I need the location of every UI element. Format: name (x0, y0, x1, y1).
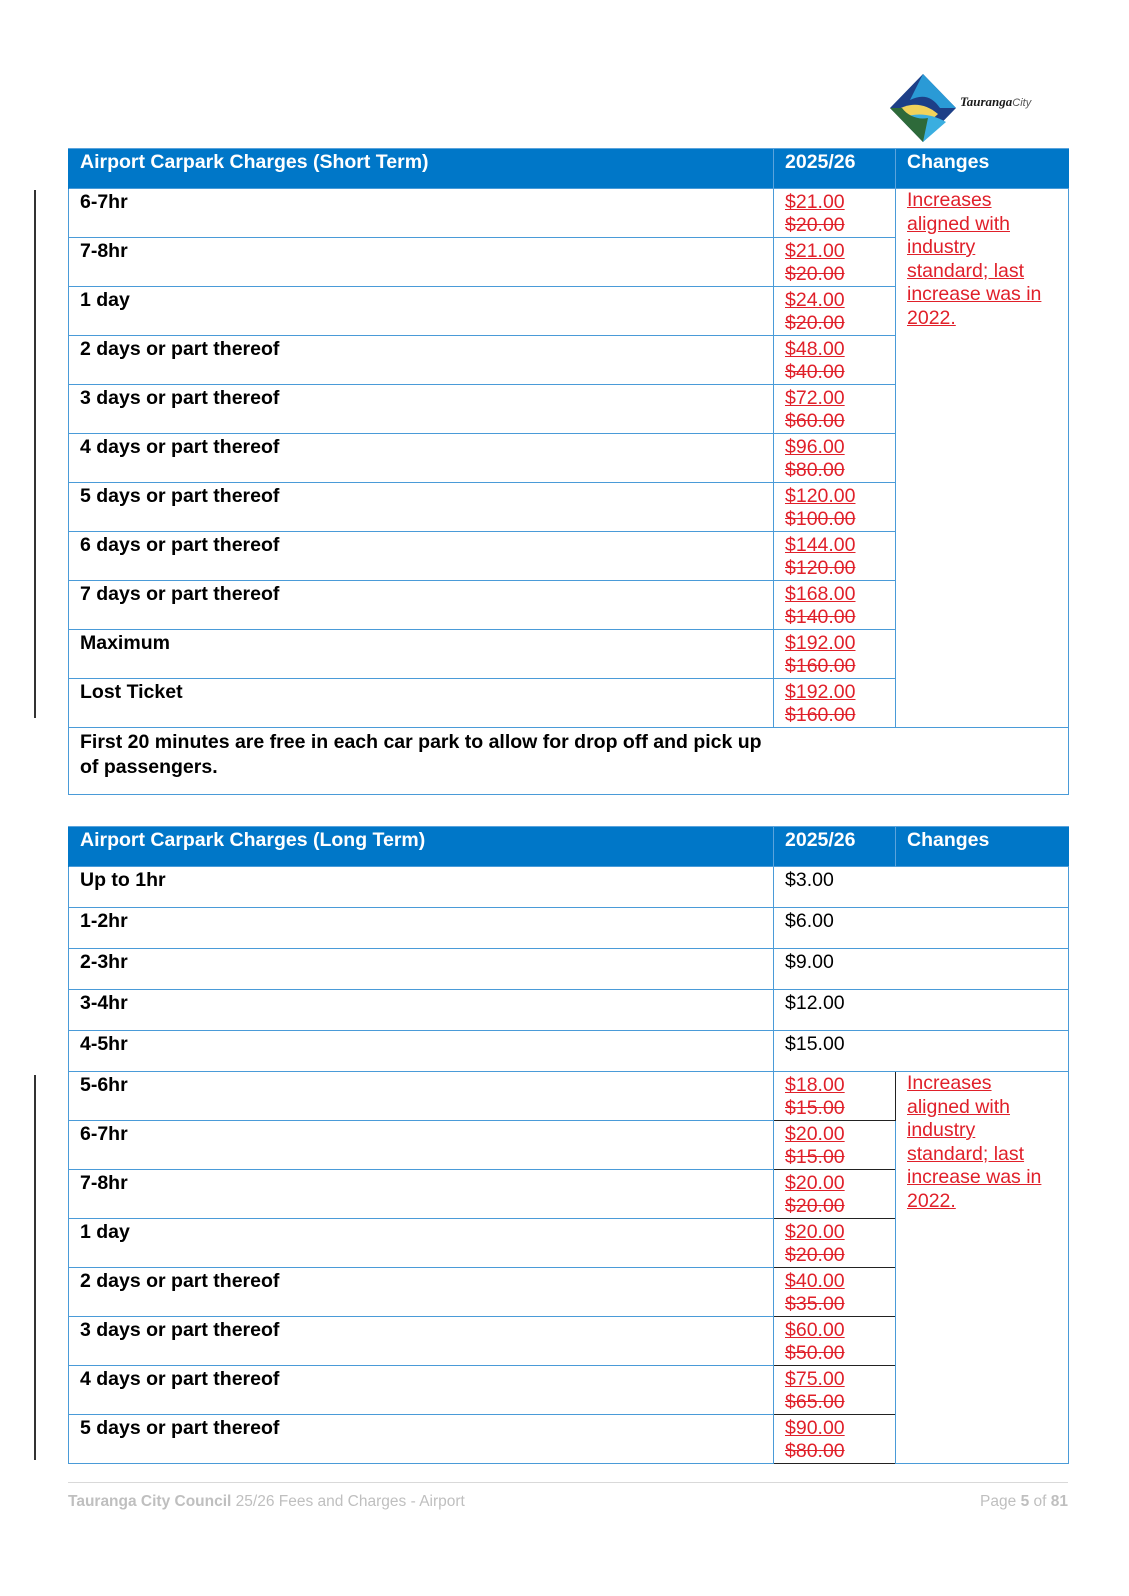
row-label: 7-8hr (69, 238, 774, 287)
old-price: $50.00 (785, 1342, 845, 1364)
table-row (69, 908, 1069, 949)
row-amount (774, 189, 896, 238)
row-amount (774, 679, 896, 728)
old-price: $20.00 (785, 1244, 845, 1266)
free-minutes-note: First 20 minutes are free in each car park to allow for drop off and pick up of passengers. (69, 728, 1069, 795)
new-price: $168.00 (785, 583, 856, 605)
row-label: 3-4hr (69, 990, 774, 1031)
row-amount: $6.00 (774, 908, 1069, 949)
header-year: 2025/26 (774, 149, 896, 189)
new-price: $75.00 (785, 1368, 845, 1390)
row-amount (774, 238, 896, 287)
header-title: Airport Carpark Charges (Long Term) (69, 827, 774, 867)
row-label: 2 days or part thereof (69, 1268, 774, 1317)
new-price: $21.00 (785, 191, 845, 213)
row-label: Maximum (69, 630, 774, 679)
table-row (69, 189, 1069, 238)
row-label: 6-7hr (69, 1121, 774, 1170)
row-amount (774, 1415, 896, 1464)
new-price: $120.00 (785, 485, 856, 507)
old-price: $140.00 (785, 606, 856, 628)
row-label: 1 day (69, 287, 774, 336)
table-row (69, 949, 1069, 990)
new-price: $144.00 (785, 534, 856, 556)
old-price: $65.00 (785, 1391, 845, 1413)
table-row (69, 867, 1069, 908)
new-price: $20.00 (785, 1221, 845, 1243)
new-price: $18.00 (785, 1074, 845, 1096)
row-label: 1 day (69, 1219, 774, 1268)
row-amount (774, 1170, 896, 1219)
row-amount (774, 483, 896, 532)
row-amount (774, 581, 896, 630)
row-label: 3 days or part thereof (69, 1317, 774, 1366)
note-row (69, 728, 1069, 795)
table-row (69, 990, 1069, 1031)
changes-cell (896, 1072, 1069, 1464)
row-label: Up to 1hr (69, 867, 774, 908)
old-price: $20.00 (785, 263, 845, 285)
row-label: 4 days or part thereof (69, 1366, 774, 1415)
row-amount (774, 1268, 896, 1317)
row-amount (774, 1366, 896, 1415)
header-title: Airport Carpark Charges (Short Term) (69, 149, 774, 189)
old-price: $100.00 (785, 508, 856, 530)
new-price: $72.00 (785, 387, 845, 409)
table-header-row (69, 827, 1069, 867)
row-amount: $9.00 (774, 949, 1069, 990)
new-price: $20.00 (785, 1172, 845, 1194)
header-year: 2025/26 (774, 827, 896, 867)
old-price: $40.00 (785, 361, 845, 383)
logo-mark-icon (888, 72, 958, 146)
tauranga-city-logo (888, 72, 1068, 146)
page-number: Page 5 of 81 (980, 1493, 1068, 1510)
footer-doc-title: Tauranga City Council 25/26 Fees and Charges - Airport (68, 1493, 465, 1510)
new-price: $48.00 (785, 338, 845, 360)
new-price: $60.00 (785, 1319, 845, 1341)
old-price: $35.00 (785, 1293, 845, 1315)
row-label: 2-3hr (69, 949, 774, 990)
header-changes: Changes (896, 149, 1069, 189)
long-term-charges-table (68, 826, 1069, 1464)
new-price: $21.00 (785, 240, 845, 262)
row-label: 5-6hr (69, 1072, 774, 1121)
row-label: 6 days or part thereof (69, 532, 774, 581)
changes-note: Increases aligned with industry standard; last increase was in 2022. (907, 1072, 1042, 1212)
row-amount (774, 1317, 896, 1366)
changes-note: Increases aligned with industry standard; last increase was in 2022. (907, 189, 1042, 329)
row-label: 4 days or part thereof (69, 434, 774, 483)
old-price: $160.00 (785, 704, 856, 726)
row-amount: $12.00 (774, 990, 1069, 1031)
table-row (69, 1031, 1069, 1072)
old-price: $120.00 (785, 557, 856, 579)
row-label: 7 days or part thereof (69, 581, 774, 630)
row-amount (774, 532, 896, 581)
row-amount: $3.00 (774, 867, 1069, 908)
row-amount (774, 1121, 896, 1170)
new-price: $40.00 (785, 1270, 845, 1292)
old-price: $160.00 (785, 655, 856, 677)
old-price: $60.00 (785, 410, 845, 432)
row-label: Lost Ticket (69, 679, 774, 728)
old-price: $80.00 (785, 459, 845, 481)
logo-wordmark: TaurangaCity (960, 94, 1032, 109)
row-label: 4-5hr (69, 1031, 774, 1072)
new-price: $90.00 (785, 1417, 845, 1439)
row-amount (774, 434, 896, 483)
old-price: $15.00 (785, 1146, 845, 1168)
change-bar (34, 1075, 36, 1460)
old-price: $20.00 (785, 1195, 845, 1217)
change-bar (34, 190, 36, 718)
row-amount (774, 336, 896, 385)
row-amount (774, 1072, 896, 1121)
new-price: $192.00 (785, 632, 856, 654)
row-label: 1-2hr (69, 908, 774, 949)
row-label: 5 days or part thereof (69, 483, 774, 532)
header-changes: Changes (896, 827, 1069, 867)
row-label: 2 days or part thereof (69, 336, 774, 385)
row-label: 7-8hr (69, 1170, 774, 1219)
new-price: $96.00 (785, 436, 845, 458)
row-label: 3 days or part thereof (69, 385, 774, 434)
row-amount (774, 630, 896, 679)
changes-cell (896, 189, 1069, 728)
old-price: $20.00 (785, 214, 845, 236)
row-label: 5 days or part thereof (69, 1415, 774, 1464)
old-price: $80.00 (785, 1440, 845, 1462)
row-amount (774, 1219, 896, 1268)
old-price: $20.00 (785, 312, 845, 334)
new-price: $20.00 (785, 1123, 845, 1145)
row-amount (774, 287, 896, 336)
short-term-charges-table (68, 148, 1069, 795)
old-price: $15.00 (785, 1097, 845, 1119)
new-price: $192.00 (785, 681, 856, 703)
new-price: $24.00 (785, 289, 845, 311)
table-row (69, 1072, 1069, 1121)
table-header-row (69, 149, 1069, 189)
row-amount (774, 385, 896, 434)
page-footer (68, 1482, 1068, 1511)
row-label: 6-7hr (69, 189, 774, 238)
row-amount: $15.00 (774, 1031, 1069, 1072)
